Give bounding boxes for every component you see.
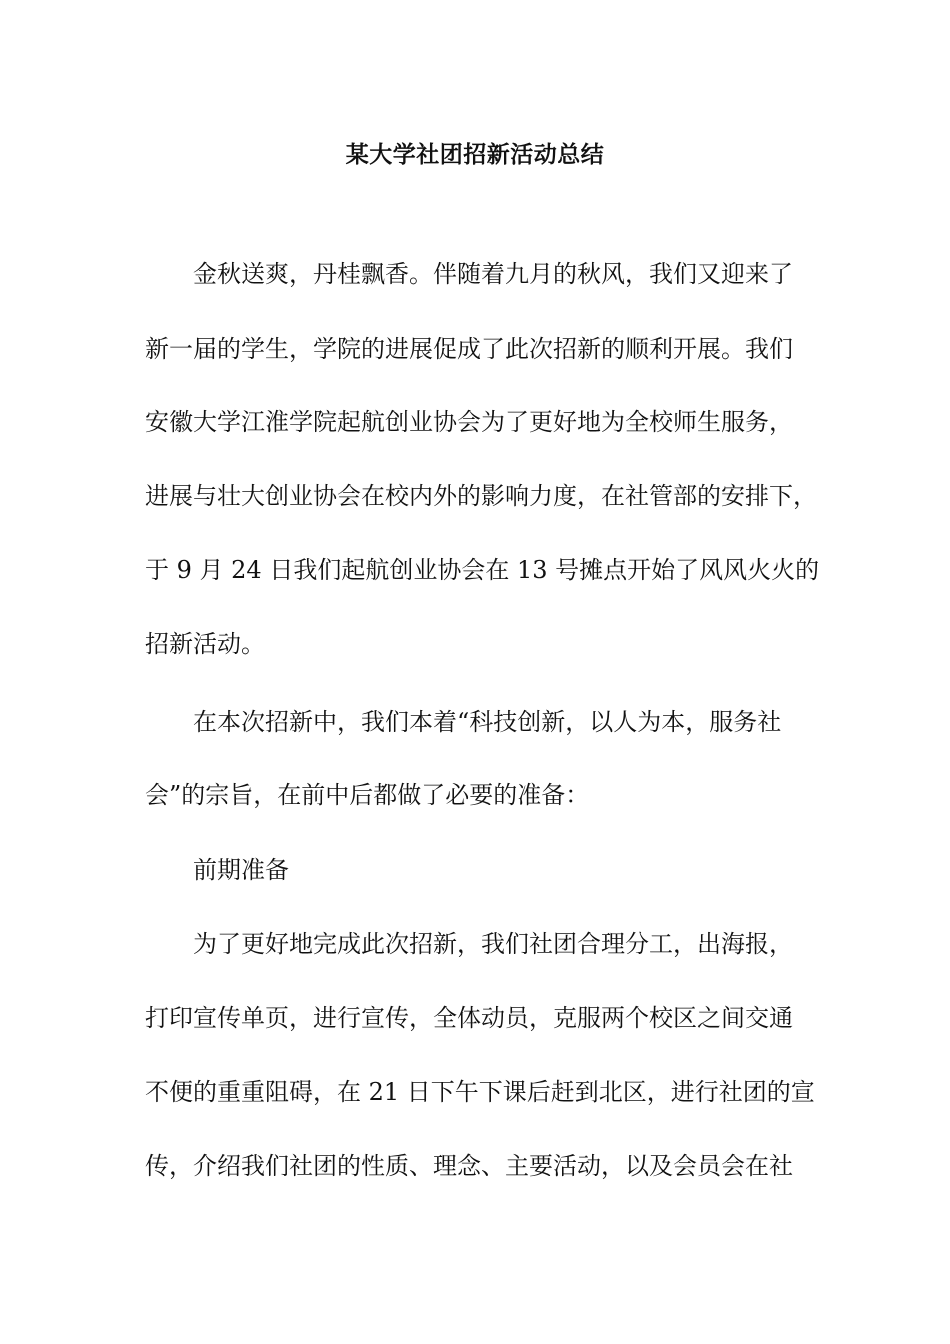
paragraph-line: 不便的重重阻碍，在 21 日下午下课后赶到北区，进行社团的宣 <box>145 1078 815 1106</box>
document-title: 某大学社团招新活动总结 <box>345 141 605 168</box>
paragraph-line: 新一届的学生，学院的进展促成了此次招新的顺利开展。我们 <box>145 335 793 363</box>
paragraph-line: 在本次招新中，我们本着“科技创新，以人为本，服务社 <box>193 708 782 736</box>
paragraph-line: 为了更好地完成此次招新，我们社团合理分工，出海报， <box>193 930 793 958</box>
paragraph-line: 安徽大学江淮学院起航创业协会为了更好地为全校师生服务， <box>145 408 793 436</box>
paragraph-line: 金秋送爽，丹桂飘香。伴随着九月的秋风，我们又迎来了 <box>193 260 793 288</box>
paragraph-line: 于 9 月 24 日我们起航创业协会在 13 号摊点开始了风风火火的 <box>145 556 820 584</box>
paragraph-line: 传，介绍我们社团的性质、理念、主要活动，以及会员会在社 <box>145 1152 793 1180</box>
paragraph-line: 打印宣传单页，进行宣传，全体动员，克服两个校区之间交通 <box>145 1004 793 1032</box>
section-heading: 前期准备 <box>193 856 289 884</box>
paragraph-line: 进展与壮大创业协会在校内外的影响力度，在社管部的安排下， <box>145 482 817 510</box>
paragraph-line: 会”的宗旨，在前中后都做了必要的准备： <box>145 781 590 809</box>
paragraph-line: 招新活动。 <box>145 630 265 658</box>
